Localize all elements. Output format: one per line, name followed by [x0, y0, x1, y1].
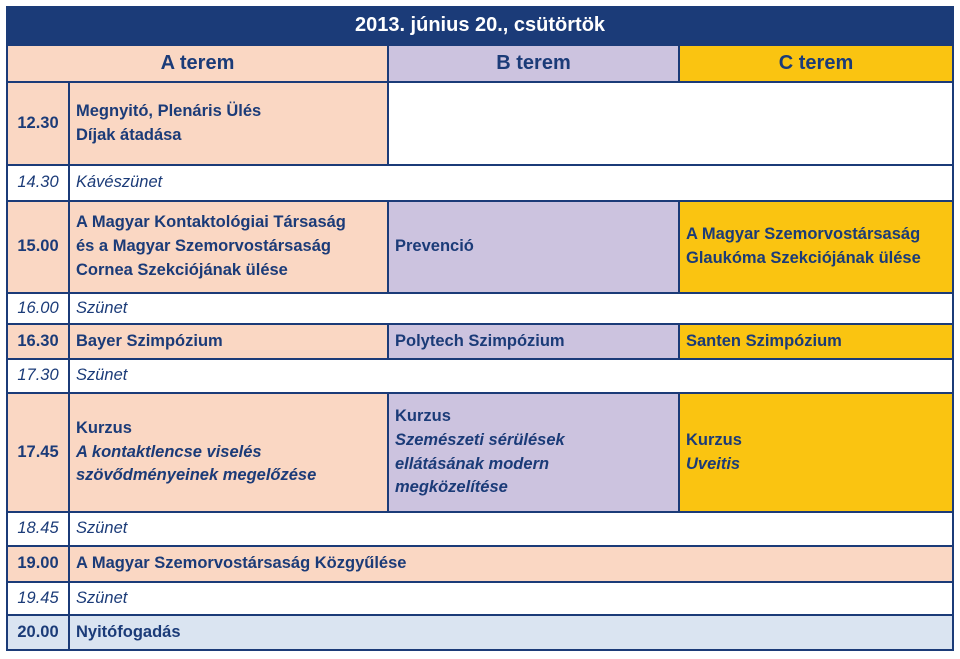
schedule-table	[6, 6, 954, 651]
course-contact-lens	[70, 394, 387, 511]
break-coffee: Kávészünet	[70, 166, 952, 200]
schedule-title: 2013. június 20., csütörtök	[6, 6, 954, 44]
break: Szünet	[70, 513, 952, 545]
break: Szünet	[70, 583, 952, 614]
session-line: Megnyitó, Plenáris Ülés	[76, 101, 262, 120]
time-cell: 12.30	[8, 83, 68, 164]
course-eye-injuries	[389, 394, 678, 511]
course-subtitle-line: megközelítése	[395, 478, 508, 497]
session-line: A Magyar Kontaktológiai Társaság	[76, 213, 346, 232]
session-opening-plenary	[70, 83, 387, 164]
room-header-b: B terem	[389, 46, 678, 81]
room-header-a: A terem	[8, 46, 387, 81]
time-cell: 19.00	[8, 547, 68, 581]
break: Szünet	[70, 294, 952, 323]
session-line: Glaukóma Szekciójának ülése	[686, 249, 921, 267]
time-cell: 15.00	[8, 202, 68, 292]
session-line: Cornea Szekciójának ülése	[76, 260, 288, 279]
course-title: Kurzus	[686, 430, 742, 449]
session-bayer-symposium: Bayer Szimpózium	[70, 325, 387, 358]
session-prevention: Prevenció	[389, 202, 678, 292]
session-contactology-cornea	[70, 202, 387, 292]
course-subtitle-line: ellátásának modern	[395, 454, 550, 473]
session-polytech-symposium: Polytech Szimpózium	[389, 325, 678, 358]
time-cell: 17.45	[8, 394, 68, 511]
empty-cell	[389, 83, 952, 164]
room-header-c: C terem	[680, 46, 952, 81]
session-opening-reception: Nyitófogadás	[70, 616, 952, 649]
course-subtitle-line: szövődményeinek megelőzése	[76, 466, 317, 485]
course-subtitle-line: Szemészeti sérülések	[395, 430, 565, 449]
session-santen-symposium: Santen Szimpózium	[680, 325, 952, 358]
time-cell: 19.45	[8, 583, 68, 614]
course-title: Kurzus	[395, 406, 451, 425]
time-cell: 16.30	[8, 325, 68, 358]
time-cell: 14.30	[8, 166, 68, 200]
course-title: Kurzus	[76, 418, 132, 437]
session-line: A Magyar Szemorvostársaság	[686, 225, 921, 244]
break: Szünet	[70, 360, 952, 392]
course-subtitle-line: A kontaktlencse viselés	[76, 442, 262, 461]
time-cell: 16.00	[8, 294, 68, 323]
time-cell: 18.45	[8, 513, 68, 545]
session-general-assembly: A Magyar Szemorvostársaság Közgyűlése	[70, 547, 952, 581]
course-subtitle-line: Uveitis	[686, 454, 741, 473]
session-line: és a Magyar Szemorvostársaság	[76, 237, 331, 256]
session-line: Díjak átadása	[76, 125, 182, 144]
course-uveitis	[680, 394, 952, 511]
time-cell: 17.30	[8, 360, 68, 392]
time-cell: 20.00	[8, 616, 68, 649]
session-glaucoma	[680, 202, 952, 292]
